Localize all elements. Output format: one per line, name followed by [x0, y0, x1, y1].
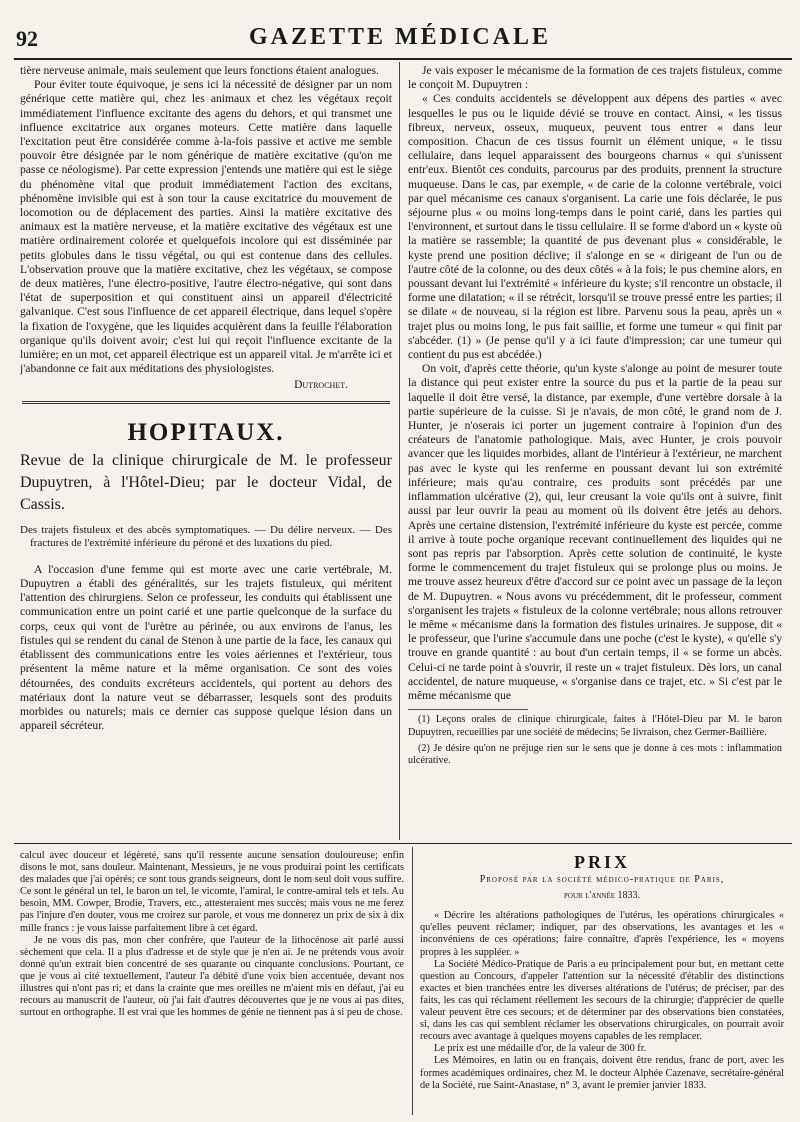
prix-paragraph: La Société Médico-Pratique de Paris a eu principalement pour but, en mettant cette question au Concours, d'appeler l'attention sur la nécessité d'établir des distinctions exactes et bien tranchées entre les diverses altérations de l'utérus; de préciser, par des faits, les cas qui réclament réellement les secours de la chirurgie; d'apprécier de quelle valeur peuvent être ces secours; et de déterminer par des observations bien constatées, si, dans les cas qui semblent réclamer les observations chirurgicales, on pourrait avoir recours avec avantage à quelques moyens capables de les remplacer.	[420, 958, 784, 1043]
article-summary: Des trajets fistuleux et des abcès symptomatiques. — Du délire nerveux. — Des fractures de l'extrémité inférieure du péroné et des luxations du pied.	[20, 523, 392, 550]
section-rule	[14, 843, 792, 844]
article-paragraph: calcul avec douceur et légèreté, sans qu'il ressente aucune sensation douloureuse; enfin disons le mot, sans douleur. Maintenant, Messieurs, je ne vous produirai point les certificats des malades que j'ai opérés; ce sont tous grands seigneurs, dont le nom seul doit vous suffire. Ce sont le général un tel, le baron un tel, le vicomte, l'amiral, le contre-amiral tels et tels. Au besoin, MM. Cowper, Brodie, Travers, etc., attesteraient mes succès; mais vous ne me ferez pas l'injure d'en douter, vous me croirez sur parole, et vous me donnerez un prix de six à dix mille francs : je vous laisse parfaitement libre à cet égard.	[20, 850, 404, 934]
prix-column	[420, 850, 784, 1115]
prix-subtitle: Proposé par la société médico-pratique de Paris,	[479, 874, 725, 886]
article-paragraph: On voit, d'après cette théorie, qu'un kyste s'alonge au point de mesurer toute la distance qui peut exister entre la source du pus et la partie de la peau sur laquelle il doit être versé, la distance, par exemple, d'une vertèbre dorsale à la partie supérieure de la cuisse. Si je n'avais, de mon côté, le grand nom de J. Hunter, je n'oserais ici porter un jugement contraire à l'opinion d'un des créateurs de l'anatomie pathologique. Mais, avec Hunter, je crois pouvoir avancer que les liquides morbides, allant de l'intérieur à l'extérieur, ne marchent pas avec le kyste qui les renferme en poussant devant lui son extrémité inférieure; mais qu'au contraire, ces produits sont précédés par une inflammation ulcérative (2), qui, leur creusant la voie qu'ils ont à suivre, finit aussi par leur ouvrir la peau au moment où ils doivent être jetés au dehors. Après une certaine distension, l'extrémité inférieure du kyste est percée, comme il arrive à toute poche organique recevant continuellement des liquides qui ne sont pas repris par l'absorption. Après cette solution de continuité, le kyste forme le commencement du trajet fistuleux qui se prolonge plus ou moins. Je me trouve assez heureux d'être d'accord sur ce point avec un passage de la leçon de M. Dupuytren. « Nous avons vu précédemment, dit le professeur, comment s'organisent les trajets « fistuleux de la colonne vertébrale; nous allons retrouver le même « mécanisme dans la formation des fistules urinaires. Je suppose, dit « le professeur, que l'urine s'accumule dans une poche (c'est le kyste), « qu'elle s'y trouve en grande quantité : au bout d'un certain temps, il « se forme un abcès. Celui-ci ne tarde point à s'ouvrir, il reste un « trajet fistuleux. Dès lors, un canal accidentel, de nature muqueuse, « s'organise dans ce trajet, etc. » Si c'est par le même mécanisme que	[408, 362, 782, 702]
column-divider	[399, 62, 400, 840]
page-number: 92	[16, 26, 38, 51]
bottom-column-divider	[412, 847, 413, 1115]
article-title: Revue de la clinique chirurgicale de M. le professeur Dupuytren, à l'Hôtel-Dieu; par le docteur Vidal, de Cassis.	[20, 451, 392, 513]
masthead: GAZETTE MÉDICALE	[248, 24, 552, 50]
prix-title: PRIX	[574, 852, 630, 872]
bottom-left-column	[20, 850, 404, 1115]
footnotes	[408, 714, 782, 768]
article-paragraph: A l'occasion d'une femme qui est morte avec une carie vertébrale, M. Dupuytren a établi des généralités, sur les trajets fistuleux, qui méritent l'attention des chirurgiens. Selon ce professeur, les conduits qui établissent une communication entre un point carié et une partie quelconque de la surface du corps, ceux qui vont de l'urètre au périnée, ou aux environs de l'anus, les fistules qui se rendent du canal de Stenon à une partie de la face, les canaux qui établissent des communications entre les voies aériennes et l'extérieur, tous présentent la même nature et la même organisation. Ce sont des voies détournées, des conduits excréteurs accidentels, qui portent au dehors des matériaux dont la nature veut se débarrasser, lesquels sont des produits morbides ou naturels; mais ce dernier cas suppose quelque lésion dans un appareil sécréteur.	[20, 562, 392, 733]
prix-paragraph: Les Mémoires, en latin ou en français, doivent être rendus, franc de port, avec les formes académiques ordinaires, chez M. le docteur Alphée Cazenave, secrétaire-général de la Société, rue Saint-Anastase, n° 3, avant le premier janvier 1833.	[420, 1055, 784, 1091]
footnote-rule	[408, 709, 528, 710]
article-paragraph: Je vais exposer le mécanisme de la formation de ces trajets fistuleux, comme le conçoit M. Dupuytren :	[408, 64, 782, 92]
author-signature: Dutrochet.	[294, 378, 348, 392]
header-rule	[14, 58, 792, 60]
prix-year: pour l'année 1833.	[564, 890, 640, 902]
footnote: (1) Leçons orales de clinique chirurgicale, faites à l'Hôtel-Dieu par M. le baron Dupuytren, recueillies par une société de médecins; 5e livraison, chez Germer-Baillière.	[408, 714, 782, 738]
prix-question: « Décrire les altérations pathologiques de l'utérus, les opérations chirurgicales « qu'elles peuvent réclamer; indiquer, par des observations, les avantages et les « inconvéniens de ces opérations; faire connaître, d'après l'expérience, les « moyens propres à les suppléer. »	[420, 910, 784, 958]
prix-paragraph: Le prix est une médaille d'or, de la valeur de 300 fr.	[434, 1043, 647, 1055]
footnote: (2) Je désire qu'on ne préjuge rien sur le sens que je donne à ces mots : inflammation ulcérative.	[408, 742, 782, 767]
right-column	[408, 64, 782, 840]
article-paragraph: Pour éviter toute équivoque, je sens ici la nécessité de désigner par un nom générique cette matière qui, chez les animaux et chez les végétaux reçoit immédiatement l'influence excitante des agens du dehors, et qui transmet une influence excitatrice aux organes moteurs. Cette matière dans laquelle l'excitation peut être considérée comme à-la-fois passive et active me semble pouvoir être désignée par le nom générique de matière excitative (qu'on me passe ce néologisme). Par cette expression j'entends une matière qui est le siège du phénomène vital que produit immédiatement l'action des excitans, phénomène invisible qui est à son tour la cause excitatrice du mouvement de locomotion ou de déplacement des parties. Ainsi la matière excitative des animaux est la matière nerveuse, et la matière excitative des végétaux est une matière ordinairement colorée et quelquefois incolore qui est disséminée par petits globules dans le tissu végétal, ou qui est contenue dans des cellules. L'observation prouve que la matière excitative, chez les végétaux, se compose de deux matières, l'une électro-positive, l'autre électro-négative, qui sont dans l'état de superposition et qui constituent ainsi un appareil d'électricité galvanique. C'est sous l'influence de cet appareil électrique, dans lequel s'opère la fixation de l'oxygène, que les liquides acquièrent dans la feuille l'élaboration organique qu'ils doivent avoir; c'est lui qui reçoit l'influence excitante de la lumière; en un mot, cet appareil électrique est un appareil vital. Je m'arrête ici et j'abandonne ce fait aux méditations des physiologistes.	[20, 78, 392, 376]
left-column	[20, 64, 392, 840]
article-paragraph: tière nerveuse animale, mais seulement que leurs fonctions étaient analogues.	[20, 64, 379, 77]
section-heading: HOPITAUX.	[127, 418, 285, 446]
section-separator	[22, 401, 390, 404]
article-paragraph: Je ne vous dis pas, mon cher confrère, que l'auteur de la lithocénose ait parlé aussi sèchement que cela. Il a plus d'adresse et de style que je n'en ai. Je ne prétends vous avoir donné qu'un extrait bien concentré de ses quarante ou cinquante conclusions. Pourtant, ce que je vous ai cité textuellement, l'auteur l'a débité d'une voix bien accentuée, devant nos illustres qui n'ont pas ri; et dans la crainte que mes oreilles ne m'aient mis en défaut, j'ai eu recours au manuscrit de l'auteur, où j'ai fait d'autres découvertes que je ne vous ai pas dites, surtout en orthographe. Il est vrai que les hommes de génie ne tiennent pas à si peu de chose.	[20, 934, 404, 1019]
quoted-paragraph: « Ces conduits accidentels se développent aux dépens des parties « avec lesquelles le pus ou le liquide dévié se trouve en contact. Ainsi, « les tissus fibreux, nerveux, osseux, muqueux, peuvent tous entrer « dans leur composition. Chacun de ces tissus fournit un élément unique, « le tissu cellulaire, dans lequel apparaissent des bourgeons charnus « qui s'unissent entr'eux. Bientôt ces conduits, parcourus par des produits, prennent la structure muqueuse. Dans le cas, par exemple, « de carie de la colonne vertébrale, voici par quel mécanisme ces canaux s'organisent. La carie une fois déclarée, le pus séjourne plus « ou moins long-temps dans le point carié, dans les parties qui l'environnent, et surtout dans le tissu cellulaire. Il se forme d'abord un « kyste où la matière se rassemble; la quantité de pus devenant plus « considérable, le kyste prend une position déclive; il s'alonge en se « dirigeant de l'un ou de l'autre côté de la colonne, ou des deux côtés « à la fois; le pus chemine alors, en poussant devant lui l'extrémité « inférieure du kyste; s'il rencontre un obstacle, il forme une dilatation; « il se rétrécit, lorsqu'il se trouve pressé entre les parties; il se dilate « de nouveau, si la région est libre. Parvenu sous la peau, après un « trajet plus ou moins long, le pus fait saillie, et forme une tumeur « qui finit par s'abcéder. (1) » (Je pense qu'il y a ici faute d'impression; car une tumeur qui contient du pus est abcédée.)	[408, 92, 782, 362]
